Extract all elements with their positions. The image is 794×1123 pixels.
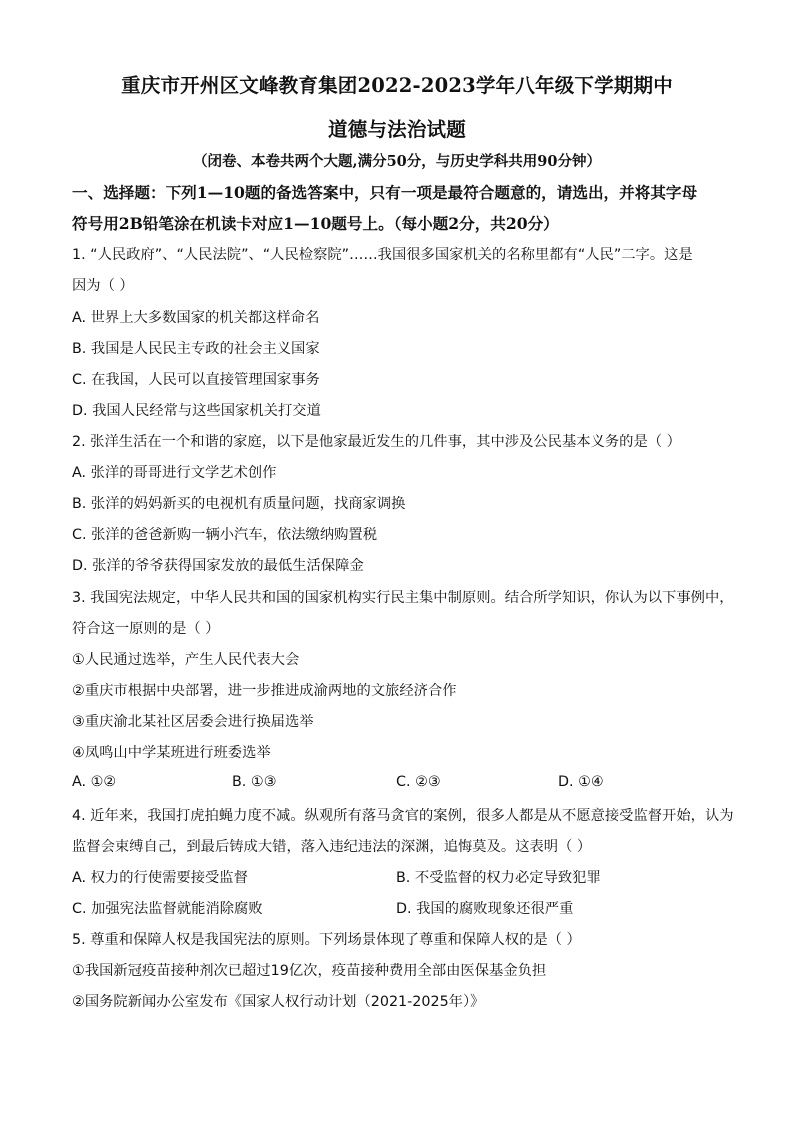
q4-option-a: A. 权力的行使需要接受监督 — [72, 870, 248, 886]
q1-stem-line1: 1. “人民政府”、“人民法院”、“人民检察院”……我国很多国家机关的名称里都有“人民”二字。这是 — [72, 247, 693, 263]
q3-stem-line2: 符合这一原则的是（ ） — [72, 621, 220, 637]
exam-title-line2: 道德与法治试题 — [328, 118, 466, 141]
q3-item-2: ②重庆市根据中央部署，进一步推进成渝两地的文旅经济合作 — [72, 683, 457, 699]
q1-option-a: A. 世界上大多数国家的机关都这样命名 — [72, 310, 320, 326]
q4-option-c: C. 加强宪法监督就能消除腐败 — [72, 901, 263, 917]
q3-item-4: ④凤鸣山中学某班进行班委选举 — [72, 745, 271, 761]
q1-option-d: D. 我国人民经常与这些国家机关打交道 — [72, 403, 321, 419]
q3-option-b: B. ①③ — [232, 774, 277, 790]
q3-option-c: C. ②③ — [396, 774, 441, 790]
q1-option-c: C. 在我国，人民可以直接管理国家事务 — [72, 372, 320, 388]
q1-option-b: B. 我国是人民民主专政的社会主义国家 — [72, 341, 320, 357]
q2-stem-line1: 2. 张洋生活在一个和谐的家庭，以下是他家最近发生的几件事，其中涉及公民基本义务的是（ ） — [72, 434, 681, 450]
q5-item-2: ②国务院新闻办公室发布《国家人权行动计划（2021-2025年）》 — [72, 994, 485, 1010]
q2-option-b: B. 张洋的妈妈新买的电视机有质量问题，找商家调换 — [72, 496, 406, 512]
section-heading-line2: 符号用2B铅笔涂在机读卡对应1—10题号上。（每小题2分，共20分） — [72, 214, 559, 233]
q1-stem-line2: 因为（ ） — [72, 278, 134, 294]
q4-option-b: B. 不受监督的权力必定导致犯罪 — [396, 870, 601, 886]
q3-item-3: ③重庆渝北某社区居委会进行换届选举 — [72, 714, 314, 730]
q2-option-c: C. 张洋的爸爸新购一辆小汽车，依法缴纳购置税 — [72, 527, 378, 543]
q3-item-1: ①人民通过选举，产生人民代表大会 — [72, 652, 300, 668]
q3-stem-line1: 3. 我国宪法规定，中华人民共和国的国家机构实行民主集中制原则。结合所学知识，你认为以下事例中， — [72, 590, 734, 606]
section-heading-line1: 一、选择题：下列1—10题的备选答案中，只有一项是最符合题意的，请选出，并将其字母 — [72, 183, 698, 202]
q4-stem-line2: 监督会束缚自己，到最后铸成大错，落入违纪违法的深渊，追悔莫及。这表明（ ） — [72, 839, 592, 855]
q5-stem-line1: 5. 尊重和保障人权是我国宪法的原则。下列场景体现了尊重和保障人权的是（ ） — [72, 932, 581, 948]
q4-stem-line1: 4. 近年来，我国打虎拍蝇力度不减。纵观所有落马贪官的案例，很多人都是从不愿意接受监督开始，认为 — [72, 808, 734, 824]
q5-item-1: ①我国新冠疫苗接种剂次已超过19亿次，疫苗接种费用全部由医保基金负担 — [72, 963, 547, 979]
q4-option-d: D. 我国的腐败现象还很严重 — [396, 901, 574, 917]
exam-title-line1: 重庆市开州区文峰教育集团2022-2023学年八年级下学期期中 — [121, 74, 673, 97]
exam-note: （闭卷、本卷共两个大题,满分50分，与历史学科共用90分钟） — [193, 153, 601, 170]
q3-option-d: D. ①④ — [558, 774, 604, 790]
q2-option-d: D. 张洋的爷爷获得国家发放的最低生活保障金 — [72, 558, 364, 574]
q3-option-a: A. ①② — [72, 774, 117, 790]
q2-option-a: A. 张洋的哥哥进行文学艺术创作 — [72, 465, 277, 481]
